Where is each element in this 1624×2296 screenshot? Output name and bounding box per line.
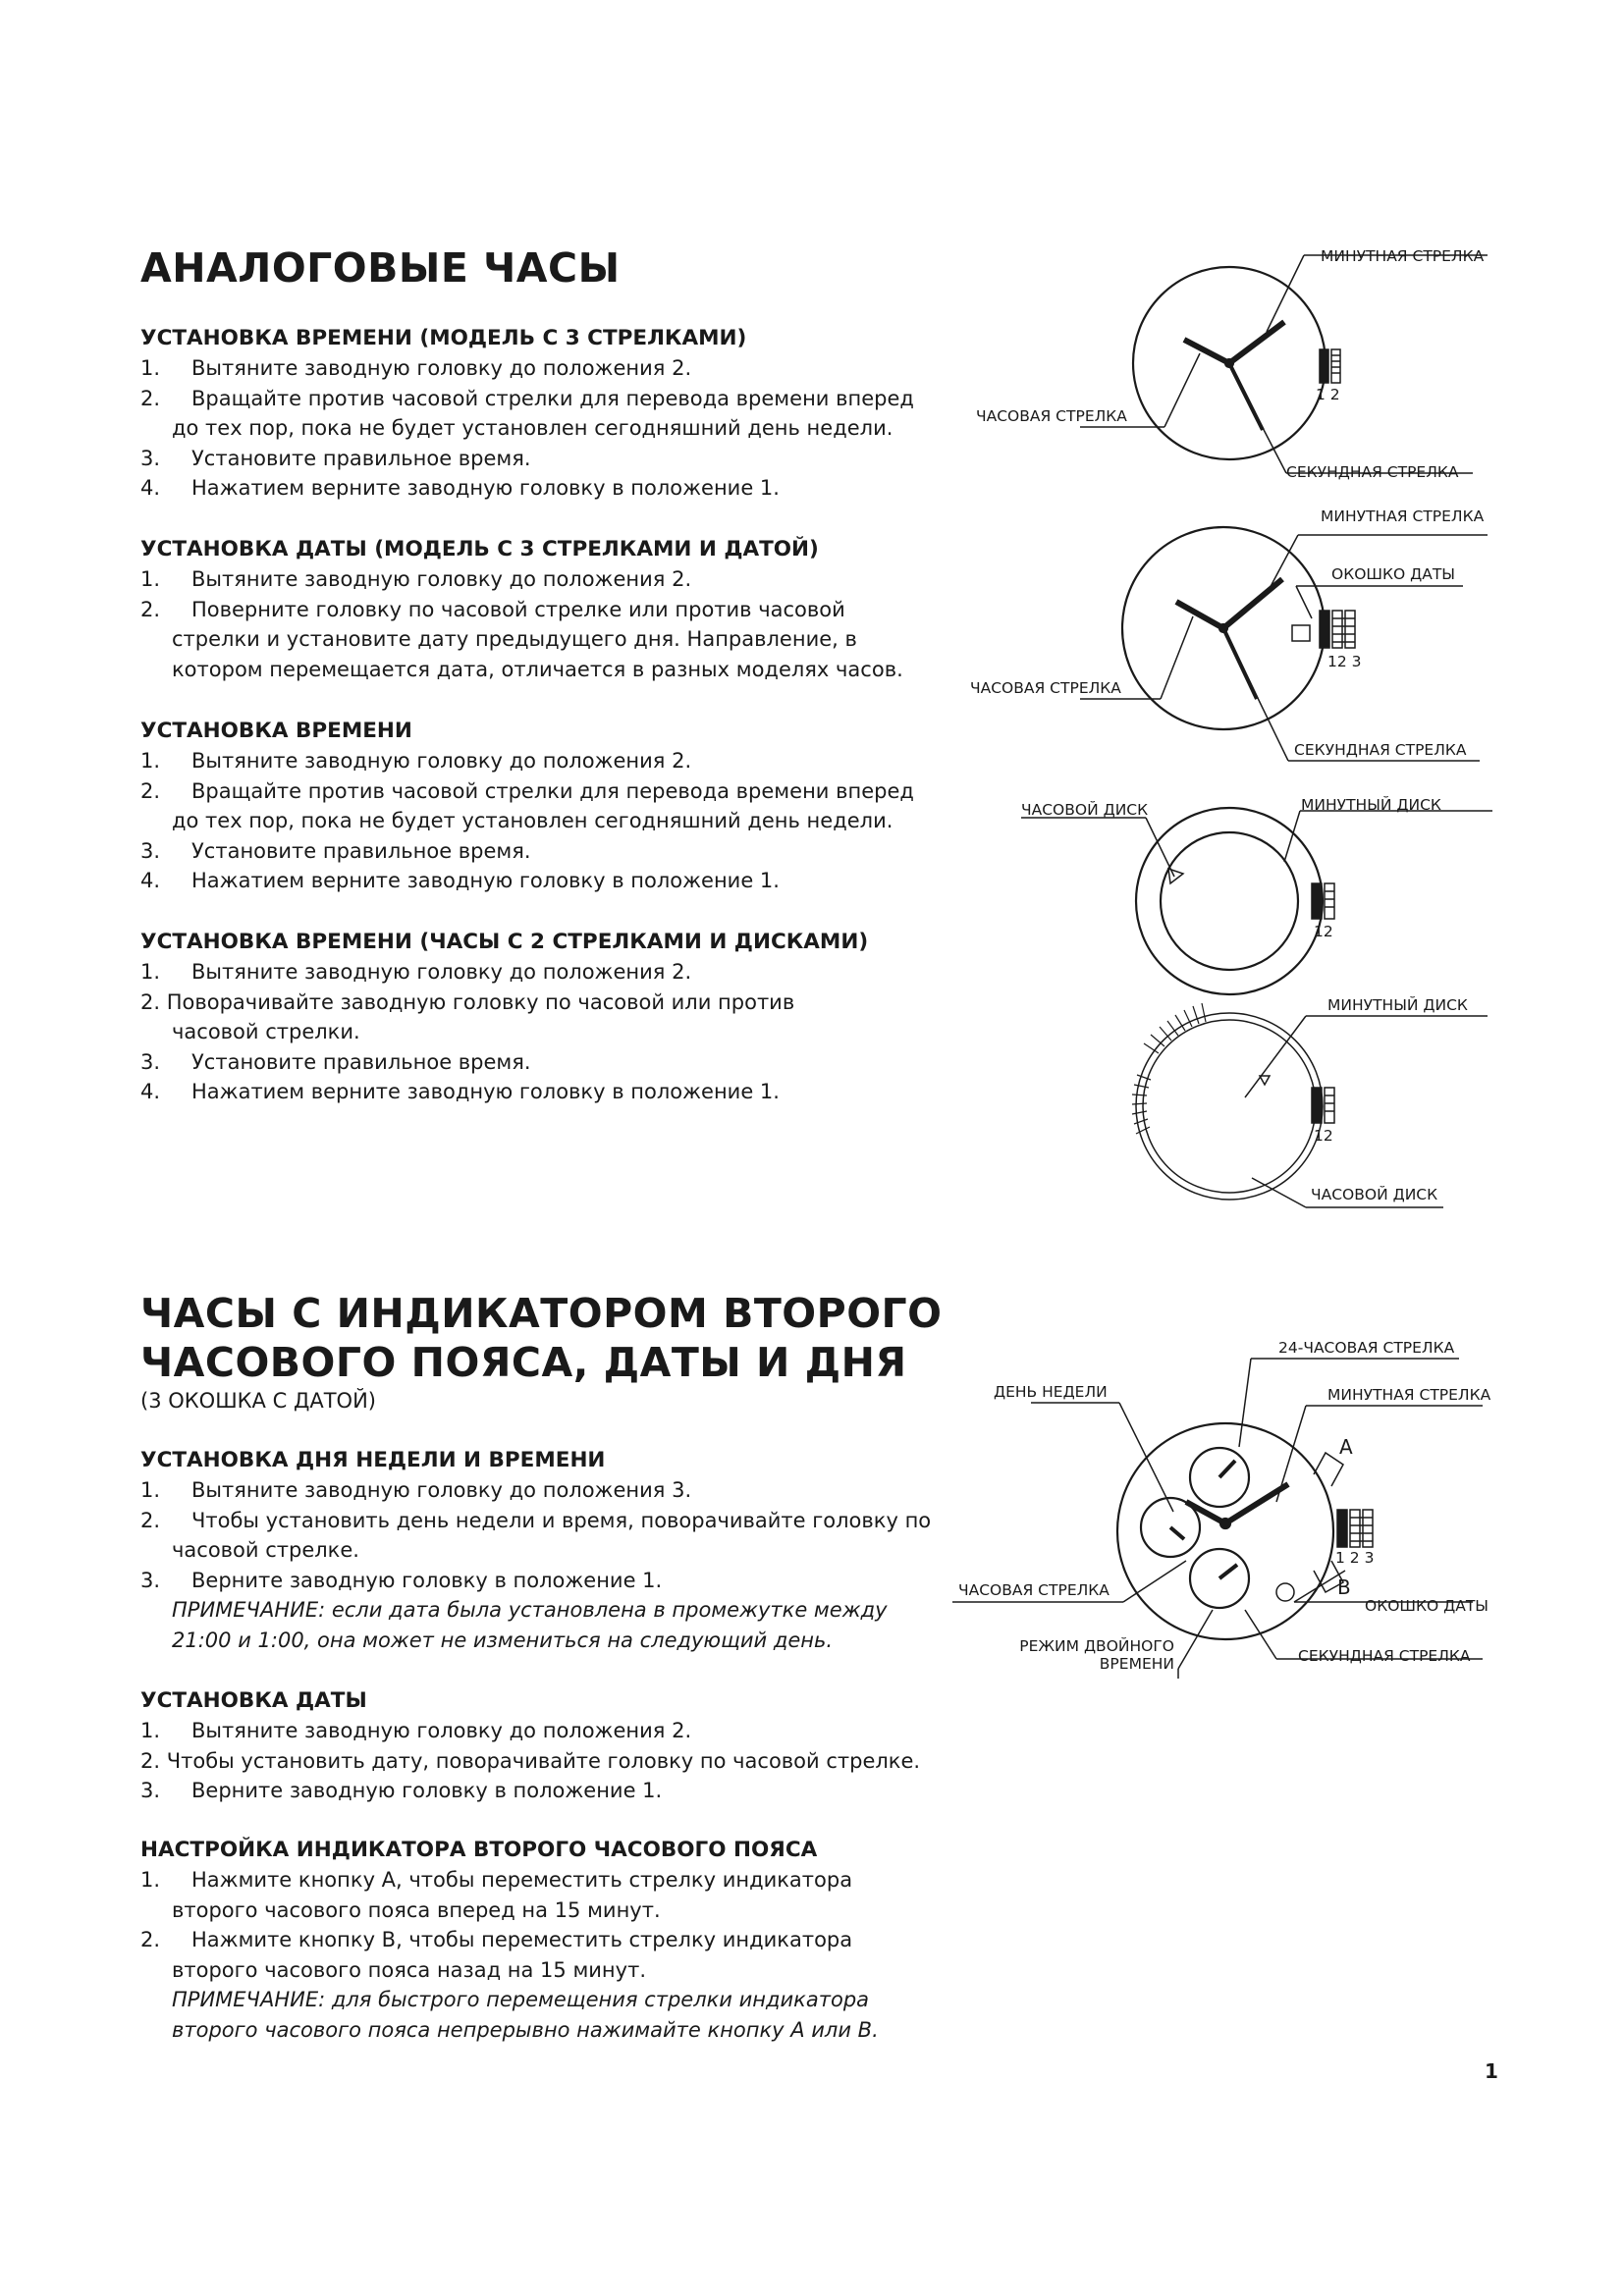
label-hour-disc: ЧАСОВОЙ ДИСК	[1311, 1186, 1438, 1203]
note: ПРИМЕЧАНИЕ: если дата была установлена в промежутке между	[172, 1598, 888, 1622]
label-minute-disc: МИНУТНЫЙ ДИСК	[1301, 796, 1441, 814]
center-pin-icon	[1219, 624, 1227, 632]
label-hour-hand: ЧАСОВАЯ СТРЕЛКА	[976, 407, 1127, 425]
list-item-cont: до тех пор, пока не будет установлен сегодняшний день недели.	[172, 809, 893, 832]
label-hour-hand: ЧАСОВАЯ СТРЕЛКА	[958, 1581, 1110, 1599]
list-item-cont: второго часового пояса вперед на 15 минут.	[172, 1897, 661, 1922]
list-item: 4. Нажатием верните заводную головку в положение 1.	[140, 869, 780, 892]
page-number: 1	[1485, 2059, 1498, 2083]
note: 21:00 и 1:00, она может не измениться на следующий день.	[172, 1628, 834, 1652]
diagram-dual-time	[952, 1359, 1483, 1679]
list-item-cont: котором перемещается дата, отличается в разных моделях часов.	[172, 657, 903, 681]
block-heading: УСТАНОВКА ВРЕМЕНИ	[140, 719, 412, 743]
list-item: 1. Вытяните заводную головку до положения 2.	[140, 749, 692, 773]
crown-positions-icon	[1337, 1510, 1373, 1547]
crown-position-numbers: 12	[1314, 1127, 1333, 1145]
list-item: 1. Вытяните заводную головку до положения 2.	[140, 567, 692, 591]
list-item: 2. Нажмите кнопку В, чтобы переместить стрелку индикатора	[140, 1928, 853, 1951]
section-title-line2: ЧАСОВОГО ПОЯСА, ДАТЫ И ДНЯ	[140, 1339, 907, 1386]
list-item: 1. Вытяните заводную головку до положения 2.	[140, 356, 692, 380]
label-second-hand: СЕКУНДНАЯ СТРЕЛКА	[1294, 741, 1467, 759]
diagram-3-hands	[1080, 255, 1488, 473]
diagram-discs	[1021, 808, 1492, 994]
label-hour-hand: ЧАСОВАЯ СТРЕЛКА	[970, 679, 1121, 697]
crown-positions-icon	[1320, 349, 1340, 383]
note: ПРИМЕЧАНИЕ: для быстрого перемещения стрелки индикатора	[172, 1988, 870, 2011]
block-heading: УСТАНОВКА ДАТЫ (МОДЕЛЬ С 3 СТРЕЛКАМИ И ДАТОЙ)	[140, 537, 819, 561]
list-item: 3. Верните заводную головку в положение 1.	[140, 1779, 663, 1802]
minute-hand-icon	[1225, 1484, 1288, 1523]
block-heading: УСТАНОВКА ВРЕМЕНИ (ЧАСЫ С 2 СТРЕЛКАМИ И ДИСКАМИ)	[140, 930, 869, 954]
list-item: 2. Чтобы установить дату, поворачивайте головку по часовой стрелке.	[140, 1748, 921, 1773]
hour-disc-icon	[1136, 808, 1323, 994]
list-item: 3. Установите правильное время.	[140, 838, 531, 863]
crown-position-numbers: 12	[1314, 923, 1333, 940]
label-button-a: А	[1339, 1435, 1353, 1459]
list-item-cont: до тех пор, пока не будет установлен сегодняшний день недели.	[172, 416, 893, 440]
label-dual-time-mode: РЕЖИМ ДВОЙНОГО ВРЕМЕНИ	[1019, 1637, 1174, 1673]
list-item: 1. Нажмите кнопку А, чтобы переместить стрелку индикатора	[140, 1868, 853, 1892]
list-item: 2. Вращайте против часовой стрелки для перевода времени вперед	[140, 778, 914, 803]
label-minute-hand: МИНУТНАЯ СТРЕЛКА	[1321, 507, 1485, 525]
crown-position-numbers: 1 2 3	[1335, 1549, 1375, 1567]
label-minute-hand: МИНУТНАЯ СТРЕЛКА	[1321, 247, 1485, 265]
label-second-hand: СЕКУНДНАЯ СТРЕЛКА	[1286, 463, 1459, 481]
diagram-discs-2	[1132, 1003, 1488, 1207]
minute-disc-icon	[1143, 1020, 1316, 1193]
label-date-window: ОКОШКО ДАТЫ	[1365, 1597, 1489, 1615]
minute-hand-icon	[1223, 579, 1282, 628]
label-hour-disc: ЧАСОВОЙ ДИСК	[1021, 801, 1149, 819]
hour-disc-icon	[1136, 1013, 1323, 1200]
list-item-cont: стрелки и установите дату предыдущего дня. Направление, в	[172, 627, 857, 651]
label-24h-hand: 24-ЧАСОВАЯ СТРЕЛКА	[1278, 1339, 1455, 1357]
list-item: 3. Установите правильное время.	[140, 1049, 531, 1074]
block-heading: УСТАНОВКА ДАТЫ	[140, 1688, 367, 1713]
label-day-of-week: ДЕНЬ НЕДЕЛИ	[994, 1383, 1108, 1401]
list-item: 2. Поверните головку по часовой стрелке или против часовой	[140, 597, 845, 621]
label-minute-hand: МИНУТНАЯ СТРЕЛКА	[1327, 1386, 1491, 1404]
label-second-hand: СЕКУНДНАЯ СТРЕЛКА	[1298, 1647, 1471, 1665]
minute-hand-icon	[1229, 322, 1284, 363]
hour-hand-icon	[1184, 340, 1229, 363]
label-minute-disc: МИНУТНЫЙ ДИСК	[1327, 996, 1468, 1014]
label-button-b: В	[1337, 1575, 1351, 1599]
list-item: 1. Вытяните заводную головку до положения 3.	[140, 1478, 692, 1502]
center-pin-icon	[1225, 359, 1233, 367]
crown-position-numbers: 12 3	[1327, 653, 1362, 670]
list-item: 2. Чтобы установить день недели и время, поворачивайте головку по	[140, 1508, 932, 1532]
diagram-3-hands-date	[1080, 527, 1488, 761]
list-item-cont: часовой стрелки.	[172, 1020, 360, 1043]
block-heading: УСТАНОВКА ДНЯ НЕДЕЛИ И ВРЕМЕНИ	[140, 1448, 606, 1472]
second-hand-icon	[1223, 628, 1257, 699]
block-heading: НАСТРОЙКА ИНДИКАТОРА ВТОРОГО ЧАСОВОГО ПОЯСА	[140, 1838, 818, 1862]
label-date-window: ОКОШКО ДАТЫ	[1331, 565, 1455, 583]
second-hand-icon	[1229, 363, 1263, 430]
center-pin-icon	[1220, 1519, 1230, 1528]
crown-positions-icon	[1320, 611, 1355, 648]
pointer-icon	[1260, 1076, 1270, 1085]
pointer-icon	[1168, 869, 1183, 883]
minute-disc-icon	[1161, 832, 1298, 970]
block-heading: УСТАНОВКА ВРЕМЕНИ (МОДЕЛЬ С 3 СТРЕЛКАМИ)	[140, 326, 747, 350]
list-item: 3. Установите правильное время.	[140, 446, 531, 470]
crown-position-numbers: 1 2	[1316, 386, 1340, 403]
section-subtitle: (3 ОКОШКА С ДАТОЙ)	[140, 1389, 376, 1413]
date-window-icon	[1276, 1583, 1294, 1601]
list-item: 4. Нажатием верните заводную головку в положение 1.	[140, 1080, 780, 1103]
list-item: 3. Верните заводную головку в положение 1.	[140, 1568, 663, 1592]
note: второго часового пояса непрерывно нажимайте кнопку А или В.	[172, 2017, 879, 2042]
list-item: 4. Нажатием верните заводную головку в положение 1.	[140, 476, 780, 500]
list-item-cont: часовой стрелке.	[172, 1538, 359, 1562]
hour-hand-icon	[1176, 602, 1223, 628]
hour-hand-icon	[1186, 1502, 1225, 1523]
date-window-icon	[1292, 625, 1310, 641]
list-item: 2. Поворачивайте заводную головку по часовой или против	[140, 989, 795, 1014]
section-title: АНАЛОГОВЫЕ ЧАСЫ	[140, 244, 621, 292]
list-item: 2. Вращайте против часовой стрелки для перевода времени вперед	[140, 386, 914, 410]
list-item: 1. Вытяните заводную головку до положения 2.	[140, 960, 692, 984]
section-title-line1: ЧАСЫ С ИНДИКАТОРОМ ВТОРОГО	[140, 1290, 943, 1337]
list-item-cont: второго часового пояса назад на 15 минут.	[172, 1957, 646, 1982]
list-item: 1. Вытяните заводную головку до положения 2.	[140, 1719, 692, 1742]
